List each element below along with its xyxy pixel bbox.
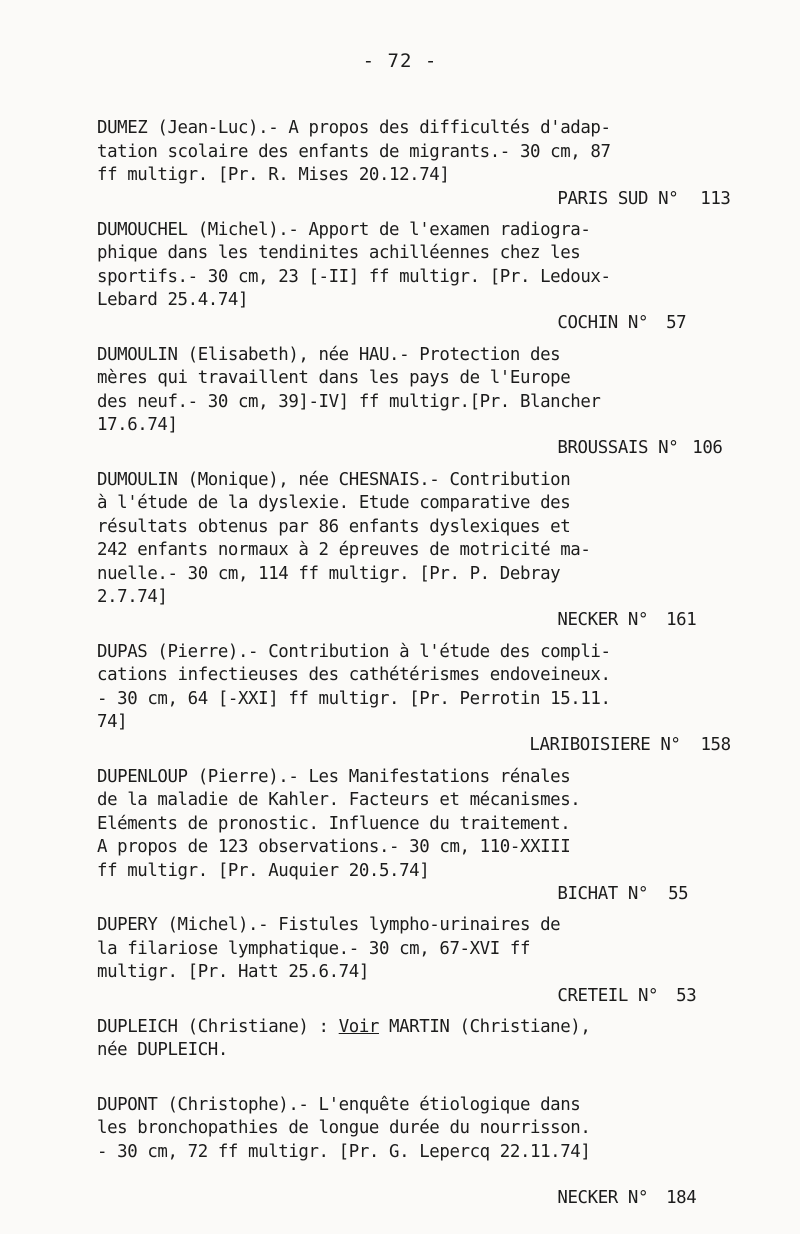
entry-line: nuelle.- 30 cm, 114 ff multigr. [Pr. P. Debray xyxy=(97,563,737,587)
hospital-label: BROUSSAIS N° xyxy=(557,437,678,461)
entry-line: 74] xyxy=(97,711,737,735)
entry-dupleich xyxy=(97,1016,737,1063)
entry-line: à l'étude de la dyslexie. Etude comparative des xyxy=(97,492,737,516)
entry-location xyxy=(497,1164,696,1234)
entry-number: 184 xyxy=(666,1187,696,1211)
hospital-label: PARIS SUD N° xyxy=(557,188,678,212)
hospital-label: BICHAT N° xyxy=(557,883,648,907)
entry-number: 161 xyxy=(666,609,696,633)
entry-line: 2.7.74] xyxy=(97,586,737,610)
entry-line: Eléments de pronostic. Influence du traitement. xyxy=(97,813,737,837)
entry-line: les bronchopathies de longue durée du nourrisson. xyxy=(97,1117,737,1141)
entry-number: 55 xyxy=(668,883,688,907)
entry-line: DUMOULIN (Monique), née CHESNAIS.- Contribution xyxy=(97,469,737,493)
entry-dumoulin-monique xyxy=(97,469,737,610)
hospital-label: COCHIN N° xyxy=(557,312,648,336)
entry-line: DUPAS (Pierre).- Contribution à l'étude des compli- xyxy=(97,641,737,665)
entry-line: la filariose lymphatique.- 30 cm, 67-XVI ff xyxy=(97,938,737,962)
entry-line: phique dans les tendinites achilléennes chez les xyxy=(97,242,737,266)
entry-line: des neuf.- 30 cm, 39]-IV] ff multigr.[Pr. Blancher xyxy=(97,391,737,415)
entry-dupont xyxy=(97,1094,737,1165)
hospital-label: LARIBOISIERE N° xyxy=(529,734,680,758)
entry-dumez xyxy=(97,117,737,188)
entry-line xyxy=(97,1016,737,1040)
entry-dumoulin-elisabeth xyxy=(97,344,737,438)
entry-dupenloup xyxy=(97,766,737,884)
entry-line: mères qui travaillent dans les pays de l'Europe xyxy=(97,367,737,391)
entry-dupas xyxy=(97,641,737,735)
entry-line: cations infectieuses des cathétérismes endoveineux. xyxy=(97,664,737,688)
hospital-label: NECKER N° xyxy=(557,609,648,633)
entry-line: DUPENLOUP (Pierre).- Les Manifestations rénales xyxy=(97,766,737,790)
entry-line: 242 enfants normaux à 2 épreuves de motricité ma- xyxy=(97,539,737,563)
entry-line: ff multigr. [Pr. Auquier 20.5.74] xyxy=(97,860,737,884)
entry-dumouchel xyxy=(97,219,737,313)
entry-line: née DUPLEICH. xyxy=(97,1039,737,1063)
entry-line: 17.6.74] xyxy=(97,414,737,438)
entry-line: ff multigr. [Pr. R. Mises 20.12.74] xyxy=(97,164,737,188)
hospital-label: CRETEIL N° xyxy=(557,985,658,1009)
entry-line: - 30 cm, 64 [-XXI] ff multigr. [Pr. Perrotin 15.11. xyxy=(97,688,737,712)
entry-line: - 30 cm, 72 ff multigr. [Pr. G. Lepercq 22.11.74] xyxy=(97,1141,737,1165)
entry-number: 106 xyxy=(692,437,722,461)
entry-line: DUMEZ (Jean-Luc).- A propos des difficultés d'adap- xyxy=(97,117,737,141)
entry-number: 57 xyxy=(666,312,686,336)
see-also-link[interactable]: Voir xyxy=(339,1017,379,1037)
entry-number: 158 xyxy=(700,734,730,758)
entry-line: sportifs.- 30 cm, 23 [-II] ff multigr. [Pr. Ledoux- xyxy=(97,266,737,290)
entry-line: résultats obtenus par 86 enfants dyslexiques et xyxy=(97,516,737,540)
entry-line: DUPERY (Michel).- Fistules lympho-urinaires de xyxy=(97,914,737,938)
entry-dupery xyxy=(97,914,737,985)
hospital-label: NECKER N° xyxy=(557,1187,648,1211)
entry-line: de la maladie de Kahler. Facteurs et mécanismes. xyxy=(97,789,737,813)
entry-line: multigr. [Pr. Hatt 25.6.74] xyxy=(97,961,737,985)
entry-text: DUPLEICH (Christiane) : xyxy=(97,1017,339,1037)
entry-line: A propos de 123 observations.- 30 cm, 110-XXIII xyxy=(97,836,737,860)
entry-text: MARTIN (Christiane), xyxy=(379,1017,590,1037)
entry-line: tation scolaire des enfants de migrants.- 30 cm, 87 xyxy=(97,141,737,165)
entry-line: DUMOUCHEL (Michel).- Apport de l'examen radiogra- xyxy=(97,219,737,243)
entry-line: DUPONT (Christophe).- L'enquête étiologique dans xyxy=(97,1094,737,1118)
entry-list xyxy=(97,117,737,1195)
entry-number: 113 xyxy=(700,188,730,212)
entry-number: 53 xyxy=(676,985,696,1009)
page-number: - 72 - xyxy=(0,50,800,72)
entry-line: Lebard 25.4.74] xyxy=(97,289,737,313)
entry-line: DUMOULIN (Elisabeth), née HAU.- Protection des xyxy=(97,344,737,368)
